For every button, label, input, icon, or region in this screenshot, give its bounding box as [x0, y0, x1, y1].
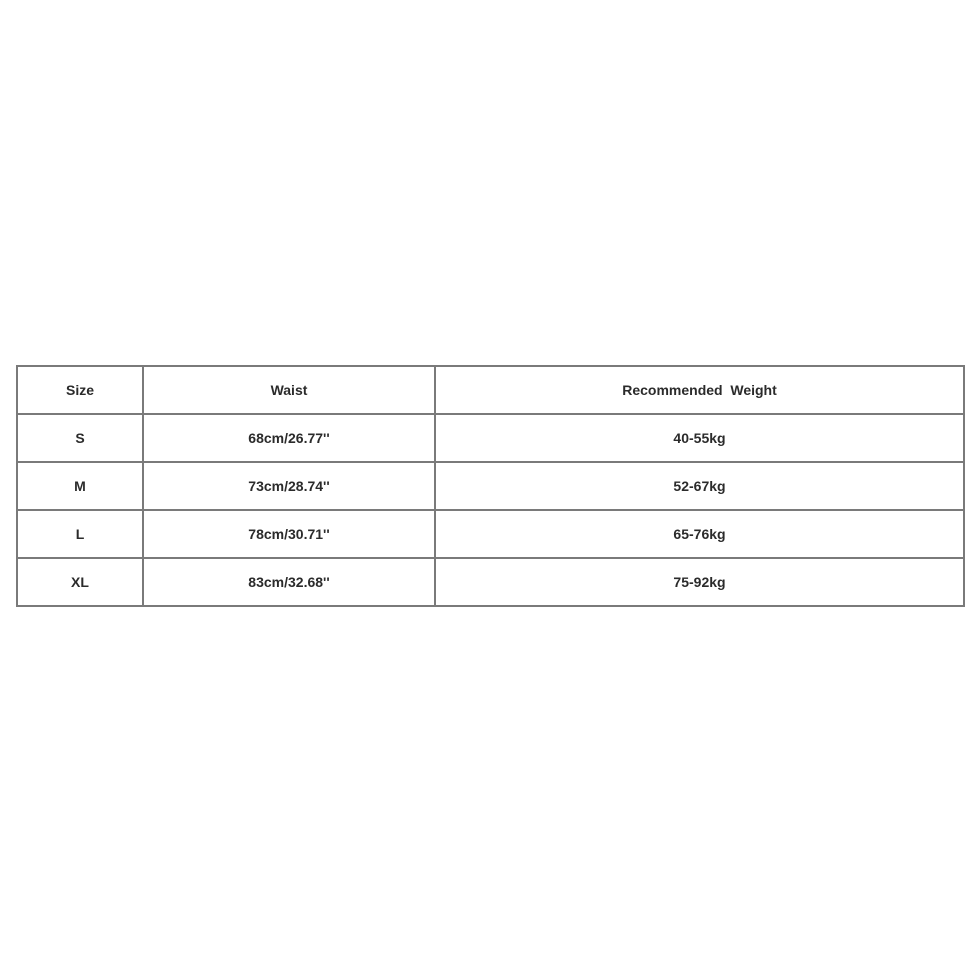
cell-size: M: [17, 462, 143, 510]
cell-weight: 52-67kg: [435, 462, 964, 510]
cell-size: XL: [17, 558, 143, 606]
cell-waist: 68cm/26.77'': [143, 414, 435, 462]
cell-weight: 75-92kg: [435, 558, 964, 606]
table-row: [17, 510, 964, 558]
table-row: [17, 414, 964, 462]
table-row: [17, 558, 964, 606]
cell-waist: 73cm/28.74'': [143, 462, 435, 510]
cell-size: S: [17, 414, 143, 462]
size-chart-table: [16, 365, 965, 607]
cell-waist: 83cm/32.68'': [143, 558, 435, 606]
header-size: Size: [17, 366, 143, 414]
cell-size: L: [17, 510, 143, 558]
cell-weight: 40-55kg: [435, 414, 964, 462]
cell-waist: 78cm/30.71'': [143, 510, 435, 558]
header-waist: Waist: [143, 366, 435, 414]
cell-weight: 65-76kg: [435, 510, 964, 558]
table-header-row: [17, 366, 964, 414]
header-recommended-weight: Recommended Weight: [435, 366, 964, 414]
table-row: [17, 462, 964, 510]
